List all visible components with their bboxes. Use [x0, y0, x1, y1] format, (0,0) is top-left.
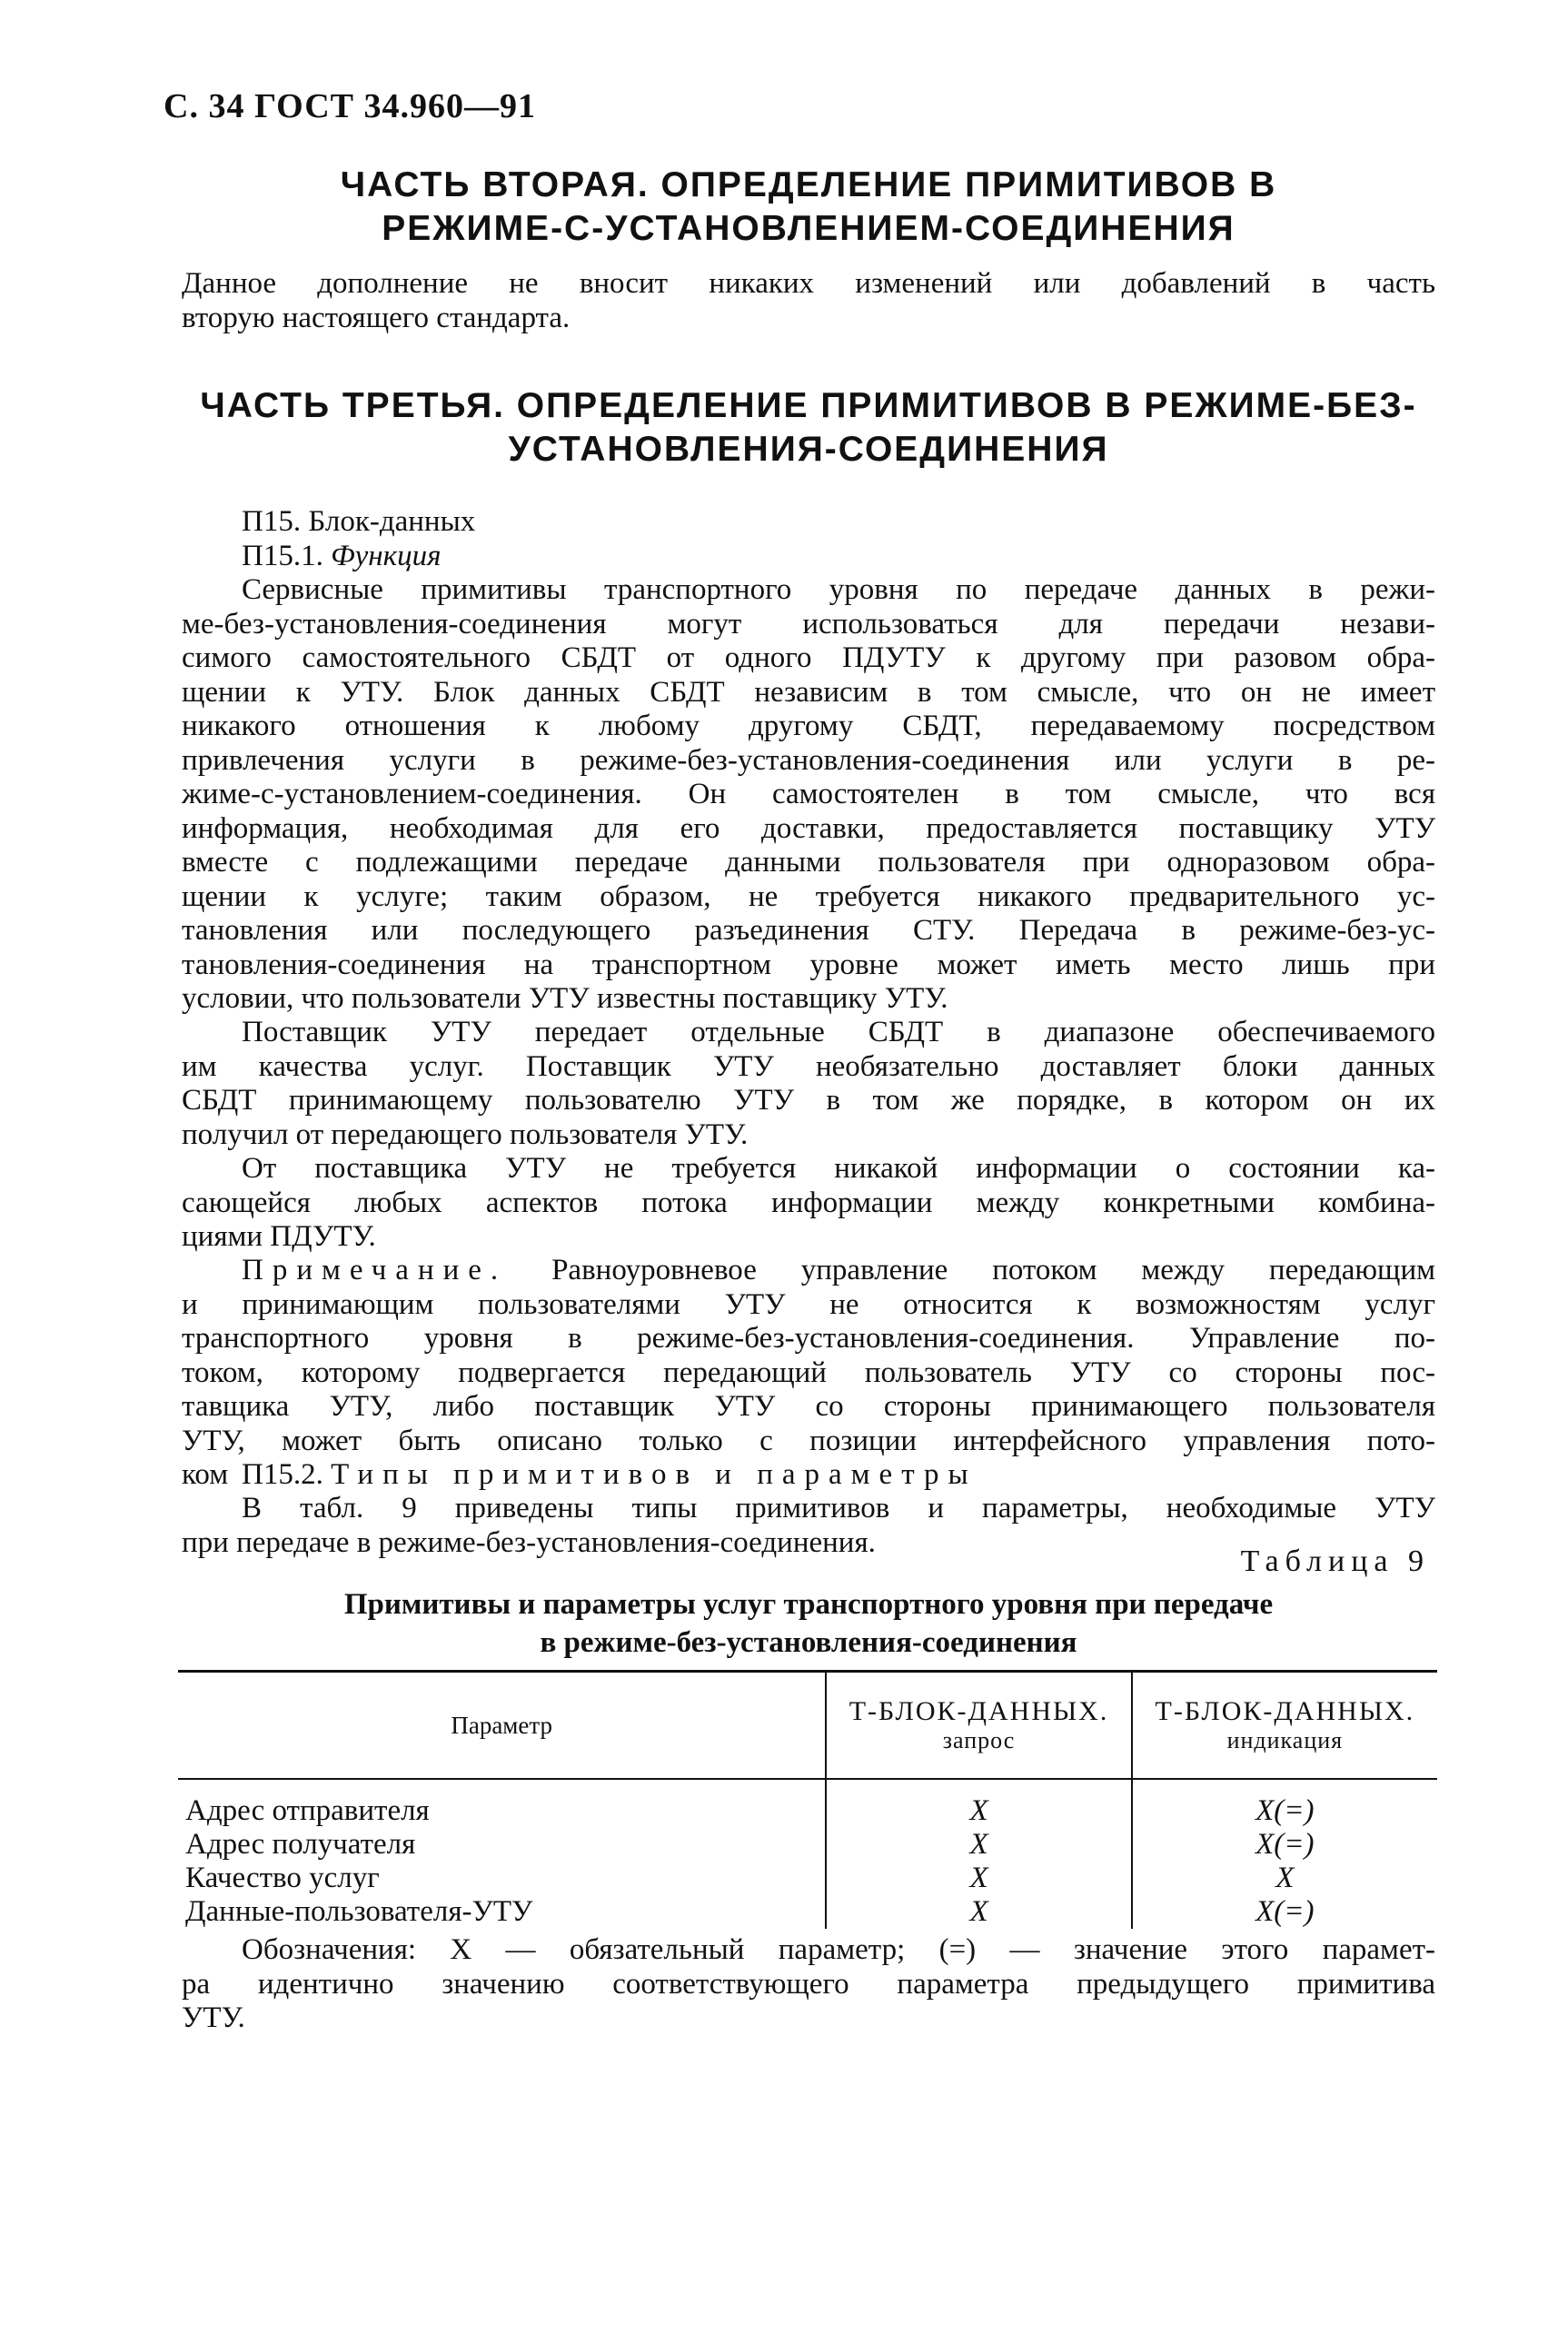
text-line: Сервисные примитивы транспортного уровня по передаче данных в режи-	[242, 573, 1435, 606]
indication-cell: X(=)	[1132, 1895, 1437, 1929]
table-row	[178, 1779, 1437, 1828]
text-line: транспортного уровня в режиме-без-установления-соединения. Управление по-	[182, 1322, 1435, 1355]
table-header-row	[178, 1672, 1437, 1780]
request-cell: X	[826, 1779, 1131, 1828]
text-line: ме-без-установления-соединения могут использоваться для передачи незави-	[182, 607, 1435, 641]
text-line: сающейся любых аспектов потока информации между конкретными комбина-	[182, 1186, 1435, 1219]
table-number: Таблица 9	[1240, 1544, 1430, 1578]
note-first-line: Примечание. Равноуровневое управление потоком между передающим	[242, 1254, 1435, 1286]
table-row	[178, 1862, 1437, 1895]
text-line: вместе с подлежащими передаче данными пользователя при одноразовом обра-	[182, 846, 1435, 879]
text-line: тановления или последующего разъединения СТУ. Передача в режиме-без-ус-	[182, 914, 1435, 947]
paragraph-supplier	[182, 1016, 1435, 1152]
text-line: и принимающим пользователями УТУ не относится к возможностям услуг	[182, 1287, 1435, 1321]
text-line: при передаче в режиме-без-установления-соединения.	[182, 1525, 876, 1559]
text-line: тавщика УТУ, либо поставщик УТУ со стороны принимающего пользователя	[182, 1390, 1435, 1423]
request-cell: X	[826, 1895, 1131, 1929]
indication-cell: X(=)	[1132, 1828, 1437, 1862]
note	[182, 1254, 1435, 1493]
text-line: симого самостоятельного СБДТ от одного ПДУТУ к другому при разовом обра-	[182, 641, 1435, 674]
param-cell: Адрес отправителя	[185, 1794, 430, 1827]
text-line: ра идентично значению соответствующего параметра предыдущего примитива	[182, 1967, 1435, 2001]
param-cell: Адрес получателя	[185, 1828, 416, 1861]
text-line: получил от передающего пользователя УТУ.	[182, 1117, 749, 1151]
text-line: УТУ.	[182, 2001, 245, 2034]
legend	[182, 1933, 1435, 2036]
part2-text: Данное дополнение не вносит никаких изменений или добавлений в часть вторую настоящего стандарта.	[182, 267, 1435, 334]
text-line: током, которому подвергается передающий пользователь УТУ со стороны пос-	[182, 1356, 1435, 1389]
p15-heading: П15. Блок-данных	[242, 505, 476, 538]
header-indication: Т-БЛОК-ДАННЫХ. индикация	[1132, 1672, 1437, 1780]
text-line: УТУ, может быть описано только с позиции интерфейсного управления пото-	[182, 1424, 1435, 1457]
paragraph-no-info	[182, 1152, 1435, 1255]
text-line: ком	[182, 1458, 229, 1491]
page-header: С. 34 ГОСТ 34.960—91	[164, 87, 536, 125]
header-param: Параметр	[451, 1711, 553, 1739]
header-request: Т-БЛОК-ДАННЫХ. запрос	[826, 1672, 1131, 1780]
part2-title: ЧАСТЬ ВТОРАЯ. ОПРЕДЕЛЕНИЕ ПРИМИТИВОВ В РЕЖИМЕ-С-УСТАНОВЛЕНИЕМ-СОЕДИНЕНИЯ	[340, 165, 1277, 248]
text-line: щении к УТУ. Блок данных СБДТ независим в том смысле, что он не имеет	[182, 675, 1435, 709]
param-cell: Качество услуг	[185, 1862, 380, 1894]
table-row	[178, 1828, 1437, 1862]
text-line: циями ПДУТУ.	[182, 1220, 376, 1253]
p152-heading: П15.2. Типы примитивов и параметры	[242, 1458, 978, 1491]
text-line: Поставщик УТУ передает отдельные СБДТ в диапазоне обеспечиваемого	[242, 1016, 1435, 1048]
text-line: никакого отношения к любому другому СБДТ, передаваемому посредством	[182, 710, 1435, 742]
text-line: От поставщика УТУ не требуется никакой информации о состоянии ка-	[242, 1152, 1435, 1185]
text-line: Обозначения: X — обязательный параметр; (=) — значение этого парамет-	[242, 1933, 1435, 1966]
text-line: щении к услуге; таким образом, не требуется никакого предварительного ус-	[182, 879, 1435, 913]
text-line: условии, что пользователи УТУ известны поставщику УТУ.	[182, 982, 948, 1015]
paragraph-function	[182, 573, 1435, 1017]
text-line: тановления-соединения на транспортном уровне может иметь место лишь при	[182, 948, 1435, 981]
text-line: В табл. 9 приведены типы примитивов и параметры, необходимые УТУ	[242, 1492, 1435, 1525]
param-cell: Данные-пользователя-УТУ	[185, 1895, 533, 1928]
table-row	[178, 1895, 1437, 1929]
part3-title: ЧАСТЬ ТРЕТЬЯ. ОПРЕДЕЛЕНИЕ ПРИМИТИВОВ В РЕЖИМЕ-БЕЗ- УСТАНОВЛЕНИЯ-СОЕДИНЕНИЯ	[200, 386, 1417, 469]
table-caption: Примитивы и параметры услуг транспортного уровня при передаче в режиме-без-установления-соединения	[343, 1588, 1274, 1659]
indication-cell: X	[1132, 1862, 1437, 1895]
text-line: жиме-с-установлением-соединения. Он самостоятелен в том смысле, что вся	[182, 778, 1435, 810]
text-line: им качества услуг. Поставщик УТУ необязательно доставляет блоки данных	[182, 1049, 1435, 1083]
indication-cell: X(=)	[1132, 1779, 1437, 1828]
request-cell: X	[826, 1862, 1131, 1895]
section-heading	[182, 505, 1435, 573]
text-line: привлечения услуги в режиме-без-установления-соединения или услуги в ре-	[182, 743, 1435, 777]
primitives-table	[178, 1670, 1437, 1929]
text-line: СБДТ принимающему пользователю УТУ в том же порядке, в котором он их	[182, 1084, 1435, 1117]
request-cell: X	[826, 1828, 1131, 1862]
text-line: информация, необходимая для его доставки, предоставляется поставщику УТУ	[182, 811, 1435, 845]
p151-heading: П15.1. Функция	[242, 539, 442, 572]
